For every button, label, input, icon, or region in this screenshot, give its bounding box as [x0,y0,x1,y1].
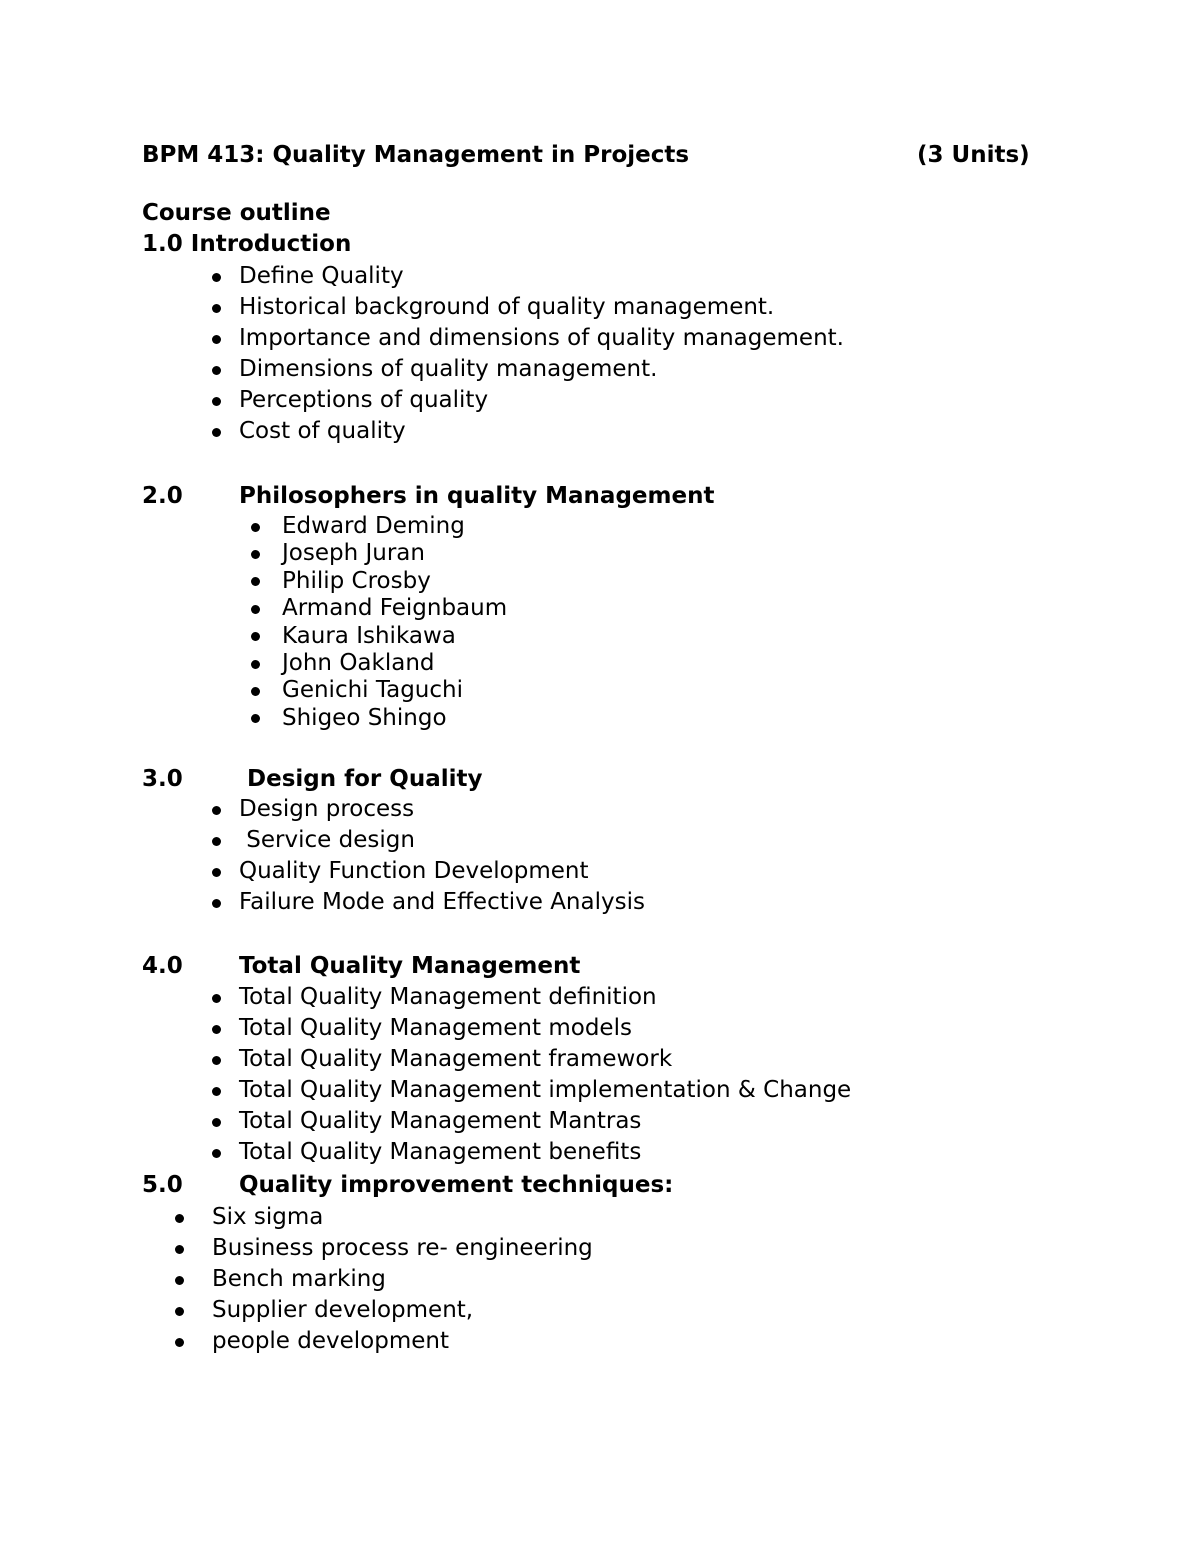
section-5-list [175,1202,593,1357]
bullet-icon [251,632,260,641]
list-item: Total Quality Management definition [212,982,851,1013]
bullet-icon [212,806,221,815]
section-3-title: Design for Quality [247,766,483,792]
section-4-list [212,982,851,1168]
list-item: Total Quality Management implementation & Change [212,1075,851,1106]
bullet-icon [212,366,221,375]
list-item: Bench marking [175,1264,593,1295]
list-item: Total Quality Management framework [212,1044,851,1075]
bullet-icon [212,837,221,846]
list-item: Joseph Juran [251,540,507,567]
section-1-title: Introduction [190,231,352,257]
section-5-number: 5.0 [142,1172,183,1198]
bullet-icon [212,1149,221,1158]
course-units: (3 Units) [917,142,1030,168]
section-2-title: Philosophers in quality Management [239,483,715,509]
section-5-title: Quality improvement techniques: [239,1172,674,1198]
list-item: Shigeo Shingo [251,705,507,732]
bullet-icon [175,1214,184,1223]
bullet-icon [251,605,260,614]
bullet-icon [212,428,221,437]
list-item: Armand Feignbaum [251,595,507,622]
list-item: Supplier development, [175,1295,593,1326]
list-item: Perceptions of quality [212,385,844,416]
bullet-icon [251,660,260,669]
bullet-icon [251,687,260,696]
bullet-icon [212,397,221,406]
list-item: people development [175,1326,593,1357]
bullet-icon [175,1245,184,1254]
bullet-icon [175,1338,184,1347]
section-3-list [212,794,645,918]
list-item: Historical background of quality management. [212,292,844,323]
course-title-line [142,140,1042,170]
bullet-icon [175,1307,184,1316]
list-item: Genichi Taguchi [251,677,507,704]
list-item: Six sigma [175,1202,593,1233]
list-item: Philip Crosby [251,568,507,595]
list-item: Total Quality Management benefits [212,1137,851,1168]
bullet-icon [212,335,221,344]
list-item: Failure Mode and Effective Analysis [212,887,645,918]
list-item: Define Quality [212,261,844,292]
bullet-icon [212,304,221,313]
course-title: BPM 413: Quality Management in Projects [142,142,690,168]
section-2-list [251,513,507,732]
bullet-icon [212,1118,221,1127]
list-item: Total Quality Management models [212,1013,851,1044]
section-4-title: Total Quality Management [239,953,581,979]
bullet-icon [251,577,260,586]
bullet-icon [212,868,221,877]
bullet-icon [251,550,260,559]
section-1-list [212,261,844,447]
bullet-icon [212,273,221,282]
list-item: Total Quality Management Mantras [212,1106,851,1137]
bullet-icon [212,1087,221,1096]
section-1-number: 1.0 [142,231,183,257]
list-item: John Oakland [251,650,507,677]
bullet-icon [251,714,260,723]
bullet-icon [212,1025,221,1034]
list-item: Design process [212,794,645,825]
section-2-number: 2.0 [142,483,183,509]
bullet-icon [212,994,221,1003]
course-outline-heading: Course outline [142,200,331,226]
bullet-icon [212,1056,221,1065]
list-item: Edward Deming [251,513,507,540]
list-item: Importance and dimensions of quality management. [212,323,844,354]
bullet-icon [175,1276,184,1285]
list-item: Kaura Ishikawa [251,623,507,650]
list-item: Business process re- engineering [175,1233,593,1264]
list-item: Dimensions of quality management. [212,354,844,385]
section-3-number: 3.0 [142,766,183,792]
section-4-number: 4.0 [142,953,183,979]
bullet-icon [212,899,221,908]
section-1-heading [142,229,351,259]
bullet-icon [251,523,260,532]
list-item: Quality Function Development [212,856,645,887]
list-item: Cost of quality [212,416,844,447]
list-item: Service design [212,825,645,856]
